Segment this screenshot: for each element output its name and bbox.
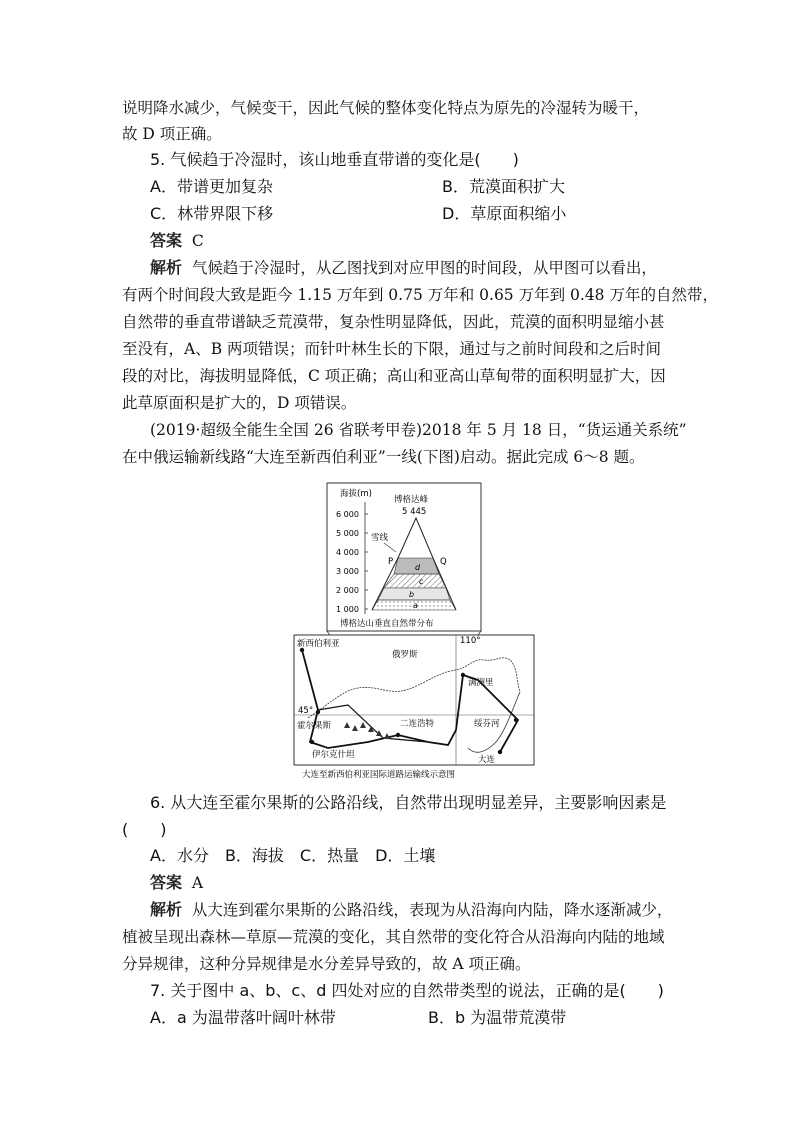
answer-value: C xyxy=(191,232,204,250)
mountain-zone-c xyxy=(384,574,446,588)
tick-label: 3 000 xyxy=(336,567,359,576)
zone-c-label: c xyxy=(419,577,424,586)
tick-label: 1 000 xyxy=(336,605,359,614)
q7-option-a: A．a 为温带落叶阔叶林带 xyxy=(150,1008,336,1027)
city-horgos: 霍尔果斯 xyxy=(297,721,332,731)
text-line: 有两个时间段大致是距今 1.15 万年到 0.75 万年和 0.65 万年到 0.48 万年的自然带， xyxy=(122,286,718,304)
answer-label: 答案 xyxy=(150,231,183,250)
y-axis-label: 海拔(m) xyxy=(340,489,372,499)
question-6-stem: 6. 从大连至霍尔果斯的公路沿线，自然带出现明显差异，主要影响因素是 xyxy=(150,793,667,812)
label-lon: 110° xyxy=(460,636,481,646)
answer-value: A xyxy=(191,874,204,892)
q5-option-d: D．草原面积缩小 xyxy=(442,204,567,223)
analysis-text: 气候趋于冷湿时，从乙图找到对应甲图的时间段，从甲图可以看出， xyxy=(191,259,657,277)
text-line: 分异规律，这种分异规律是水分差异导致的，故 A 项正确。 xyxy=(122,955,531,973)
q6-options: A．水分 B．海拔 C．热量 D．土壤 xyxy=(150,846,436,865)
intro-line: (2019·超级全能生全国 26 省联考甲卷)2018 年 5 月 18 日，“货运通关系统” xyxy=(150,421,687,439)
map-caption: 大连至新西伯利亚国际道路运输线示意图 xyxy=(302,770,456,780)
q6-analysis xyxy=(150,900,672,920)
q7-option-b: B．b 为温带荒漠带 xyxy=(428,1008,567,1027)
q5-option-c: C．林带界限下移 xyxy=(150,204,274,223)
city-manzhouli: 满洲里 xyxy=(468,678,494,688)
p-label: P xyxy=(388,557,394,567)
q-label: Q xyxy=(440,557,447,567)
text-line: 段的对比，海拔明显降低，C 项正确；高山和亚高山草甸带的面积明显扩大，因 xyxy=(122,367,666,385)
tick-label: 4 000 xyxy=(336,548,359,557)
q5-analysis xyxy=(150,258,657,278)
q6-answer xyxy=(150,873,203,893)
tick-label: 2 000 xyxy=(336,586,359,595)
city-suifenhe: 绥芬河 xyxy=(474,719,500,729)
question-6-stem-cont: ( ) xyxy=(122,820,167,839)
city-novosibirsk: 新西伯利亚 xyxy=(297,639,340,649)
q5-option-b: B．荒漠面积扩大 xyxy=(442,177,565,196)
figure xyxy=(288,480,538,782)
text-line: 故 D 项正确。 xyxy=(122,125,222,143)
label-russia: 俄罗斯 xyxy=(392,650,418,660)
snowline-label: 雪线 xyxy=(371,533,389,543)
zone-a-label: a xyxy=(413,601,418,610)
question-5-stem: 5. 气候趋于冷湿时，该山地垂直带谱的变化是( ) xyxy=(150,150,519,169)
tick-label: 5 000 xyxy=(336,529,359,538)
zone-b-label: b xyxy=(409,590,415,599)
mountain-caption: 博格达山垂直自然带分布 xyxy=(340,619,434,629)
peak-height: 5 445 xyxy=(402,507,427,517)
analysis-text: 从大连到霍尔果斯的公路沿线，表现为从沿海向内陆，降水逐渐减少， xyxy=(191,901,673,919)
peak-name: 博格达峰 xyxy=(394,495,429,505)
city-erenhot: 二连浩特 xyxy=(400,719,435,729)
city-dalian: 大连 xyxy=(478,755,496,765)
text-line: 自然带的垂直带谱缺乏荒漠带，复杂性明显降低，因此，荒漠的面积明显缩小甚 xyxy=(122,313,665,331)
zone-d-label: d xyxy=(415,563,421,572)
text-line: 此草原面积是扩大的，D 项错误。 xyxy=(122,394,357,412)
analysis-label: 解析 xyxy=(150,258,183,277)
text-line: 至没有，A、B 两项错误；而针叶林生长的下限，通过与之前时间段和之后时间 xyxy=(122,340,662,358)
tick-label: 6 000 xyxy=(336,510,359,519)
answer-label: 答案 xyxy=(150,873,183,892)
q5-option-a: A．带谱更加复杂 xyxy=(150,177,273,196)
text-line: 植被呈现出森林—草原—荒漠的变化，其自然带的变化符合从沿海向内陆的地域 xyxy=(122,928,665,946)
intro-line: 在中俄运输新线路“大连至新西伯利亚”一线(下图)启动。据此完成 6～8 题。 xyxy=(122,448,645,466)
text-line: 说明降水减少，气候变干，因此气候的整体变化特点为原先的冷湿转为暖干， xyxy=(122,99,650,117)
question-7-stem: 7. 关于图中 a、b、c、d 四处对应的自然带类型的说法，正确的是( ) xyxy=(150,981,664,1000)
q5-answer xyxy=(150,231,204,251)
city-urumqi: 伊尔克什坦 xyxy=(312,750,355,760)
analysis-label: 解析 xyxy=(150,900,183,919)
label-lat: 45° xyxy=(298,706,314,716)
